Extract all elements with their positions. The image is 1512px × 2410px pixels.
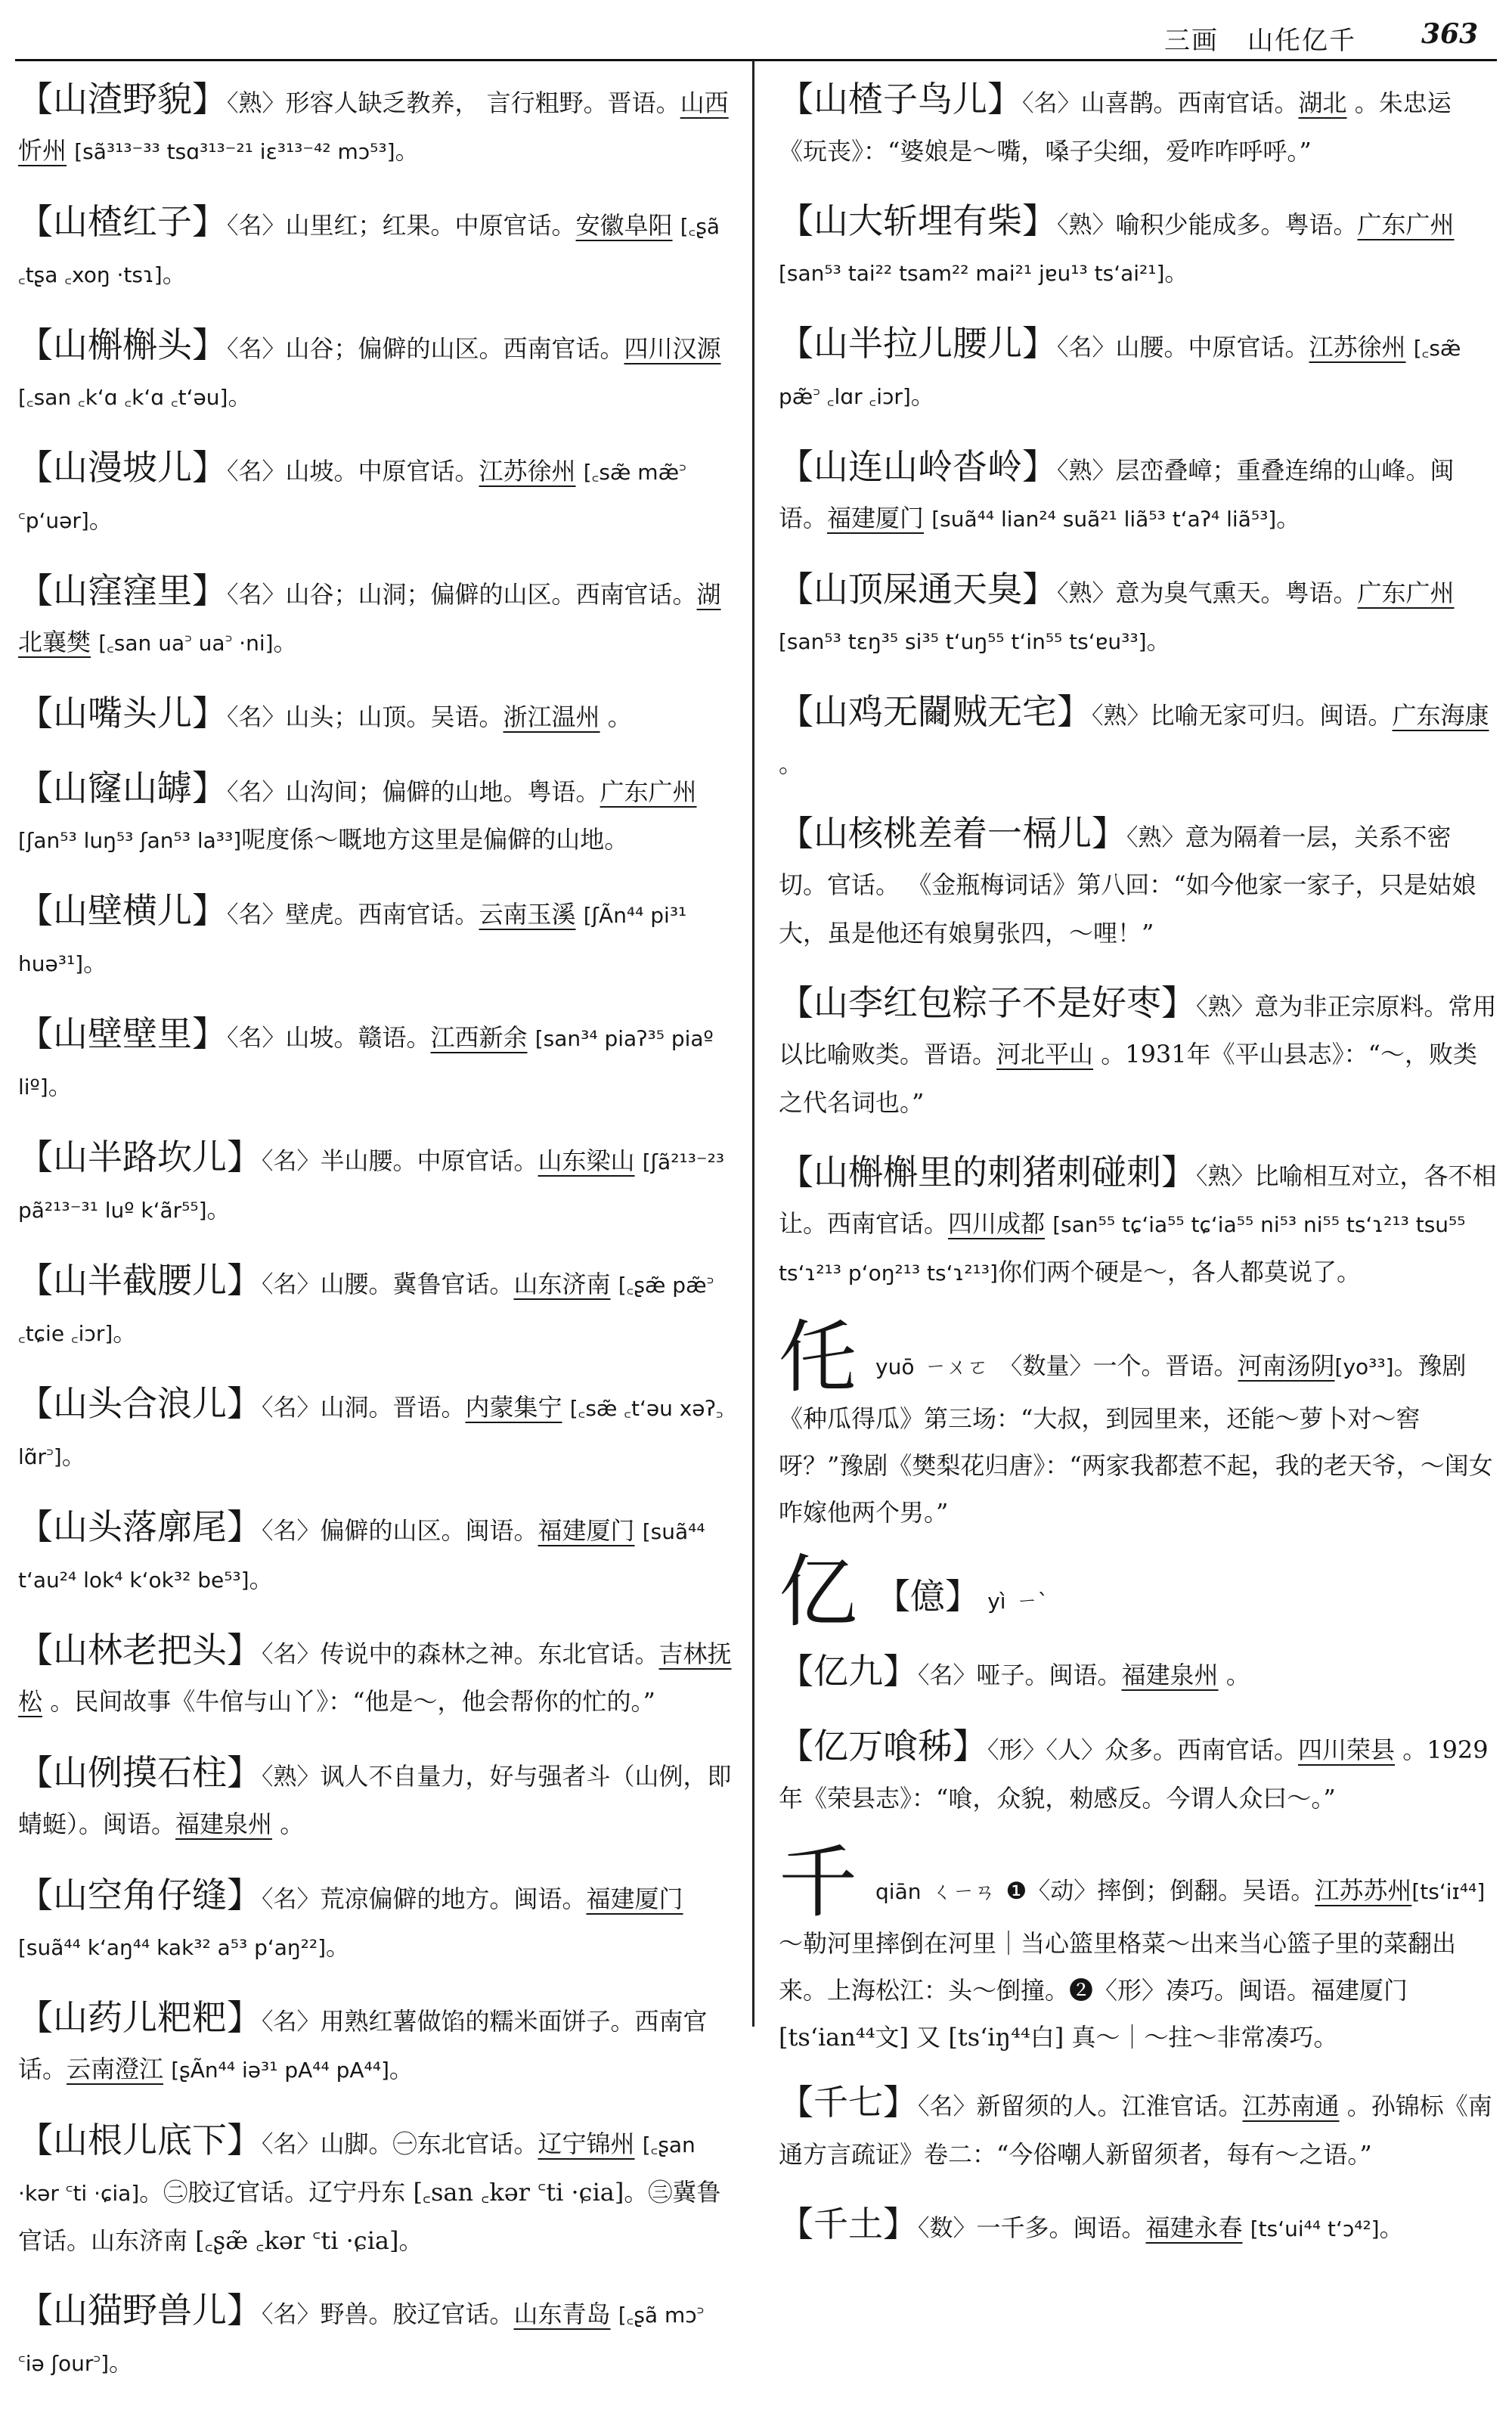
definition: 山喜鹊。西南官话。 bbox=[1080, 88, 1299, 117]
place-name: 福建永春 bbox=[1145, 2213, 1243, 2242]
headword: 【山例摸石柱】 bbox=[18, 1752, 262, 1793]
place-name: 江苏徐州 bbox=[479, 457, 576, 485]
headword: 【山李红包粽子不是好枣】 bbox=[779, 982, 1196, 1023]
ipa-transcription: [san⁵³ tai²² tsam²² mai²¹ jɐu¹³ ts‘ai²¹] bbox=[779, 261, 1165, 286]
ipa-transcription: [꜀san ua꜄ ua꜄ ·ni] bbox=[98, 631, 274, 656]
ipa-transcription: [ts‘ui⁴⁴ t‘ɔ⁴²] bbox=[1250, 2216, 1380, 2241]
definition: 山头；山顶。吴语。 bbox=[285, 703, 503, 731]
category-tag: 〈熟〉 bbox=[1057, 580, 1116, 607]
dictionary-entry bbox=[779, 76, 1497, 175]
definition: 山脚。㊀东北官话。 bbox=[320, 2129, 538, 2158]
left-column bbox=[18, 76, 733, 2410]
headword: 【山顶屎通天臭】 bbox=[779, 569, 1057, 609]
header-rule bbox=[15, 59, 1497, 61]
ipa-transcription: [suã⁴⁴ lian²⁴ suã²¹ liã⁵³ t‘aʔ⁴ liã⁵³] bbox=[931, 507, 1277, 532]
place-name: 福建厦门 bbox=[827, 504, 925, 532]
big-character: 亿 bbox=[779, 1546, 858, 1638]
headword: 【山半拉儿腰儿】 bbox=[779, 323, 1057, 364]
definition: 山谷；偏僻的山区。西南官话。 bbox=[285, 334, 624, 363]
entry-tail: 。 bbox=[88, 505, 113, 534]
headword: 【山壁横儿】 bbox=[18, 890, 227, 931]
headword: 【山核桃差着一槅儿】 bbox=[779, 813, 1126, 854]
zhuyin: ㄧㄨㄛ bbox=[925, 1354, 989, 1379]
category-tag: 〈熟〉 bbox=[1196, 994, 1255, 1021]
dictionary-entry bbox=[779, 320, 1497, 420]
place-name: 福建泉州 bbox=[1121, 1661, 1219, 1689]
category-tag: 〈名〉 bbox=[262, 1518, 321, 1545]
category-tag: 〈名〉 bbox=[1022, 90, 1081, 117]
ipa-transcription: [ʃÃn⁴⁴ pi³¹ huə³¹] bbox=[18, 903, 687, 976]
dictionary-entry bbox=[18, 1994, 733, 2094]
entry-tail: 。民间故事《牛倌与山丫》：“他是～，他会帮你的忙的。” bbox=[50, 1687, 655, 1716]
entry-tail: 。 bbox=[162, 259, 187, 288]
category-tag: 〈熟〉 bbox=[1057, 212, 1116, 239]
right-column bbox=[779, 76, 1497, 2275]
definition: 山洞。晋语。 bbox=[320, 1393, 466, 1422]
definition: 一个。晋语。 bbox=[1092, 1351, 1238, 1380]
dictionary-entry bbox=[779, 1149, 1497, 1297]
right-entries bbox=[779, 76, 1497, 1297]
place-name: 福建泉州 bbox=[175, 1810, 273, 1838]
entry-tail: 。 bbox=[389, 2055, 414, 2083]
dictionary-entry bbox=[18, 887, 733, 988]
definition: 山腰。中原官话。 bbox=[1115, 333, 1309, 361]
ipa-transcription: [ʃan⁵³ luŋ⁵³ ʃan⁵³ la³³] bbox=[18, 828, 242, 853]
place-name: 山东济南 bbox=[513, 1270, 611, 1298]
entry-tail: 。 bbox=[1225, 1661, 1250, 1689]
section-label: 三画 bbox=[1164, 26, 1219, 56]
category-tag: 〈名〉 bbox=[227, 704, 286, 731]
definition: 传说中的森林之神。东北官话。 bbox=[320, 1639, 659, 1668]
entry-tail: 。1929年《荣县志》：“喰，众貌，勑感反。今谓人众曰～。” bbox=[779, 1735, 1489, 1813]
category-tag: 〈数量〉 bbox=[999, 1353, 1093, 1380]
headword: 【山大斩埋有柴】 bbox=[779, 200, 1057, 241]
dictionary-entry bbox=[779, 688, 1497, 787]
category-tag: 〈名〉 bbox=[262, 2131, 321, 2158]
traditional-form: 【億】 bbox=[875, 1576, 981, 1617]
entry-tail: 。孙锦标《南通方言疏证》卷二：“今俗嘲人新留须者，每有～之语。” bbox=[779, 2092, 1492, 2169]
category-tag: ❶〈动〉 bbox=[1005, 1878, 1098, 1905]
column-divider bbox=[752, 60, 754, 2027]
definition: 壁虎。西南官话。 bbox=[285, 900, 479, 929]
entry-tail: 。 bbox=[206, 1195, 231, 1224]
entry-tail: 。 bbox=[779, 749, 804, 778]
place-name: 河北平山 bbox=[996, 1040, 1094, 1069]
example-text: 。豫剧《种瓜得瓜》第三场：“大叔，到园里来，还能～萝卜对～窖呀？”豫剧《樊梨花归唐》：“两家我都惹不起，我的老天爷，～闺女咋嫁他两个男。” bbox=[779, 1351, 1493, 1527]
category-tag: 〈名〉 bbox=[227, 336, 286, 363]
headword: 【山渣野貌】 bbox=[18, 79, 227, 119]
dictionary-entry bbox=[779, 2079, 1497, 2178]
definition: 意为非正宗原料。常用以比喻败类。晋语。 bbox=[779, 992, 1497, 1069]
headword: 【山漫坡儿】 bbox=[18, 447, 227, 488]
headword: 【山窿山罅】 bbox=[18, 768, 227, 808]
char-entry-yue bbox=[779, 1311, 1497, 1536]
entry-tail: 。 bbox=[249, 1565, 274, 1593]
definition: 野兽。胶辽官话。 bbox=[320, 2300, 514, 2328]
headword: 【山嘴头儿】 bbox=[18, 693, 227, 734]
dictionary-entry bbox=[18, 444, 733, 544]
definition: 众多。西南官话。 bbox=[1105, 1735, 1299, 1764]
entry-tail: 。 bbox=[1146, 626, 1171, 655]
category-tag: 〈名〉 bbox=[262, 1394, 321, 1422]
dictionary-entry bbox=[779, 197, 1497, 297]
place-name: 安徽阜阳 bbox=[575, 211, 673, 240]
big-character: 千 bbox=[779, 1836, 858, 1928]
definition: 山沟间；偏僻的山地。粤语。 bbox=[285, 777, 600, 806]
entry-tail: 。 bbox=[228, 382, 253, 411]
ipa-transcription: [yo³³] bbox=[1334, 1354, 1394, 1379]
entry-tail: 你们两个硬是～，各人都莫说了。 bbox=[997, 1258, 1361, 1286]
dictionary-entry bbox=[18, 198, 733, 299]
category-tag: 〈形〉〈人〉 bbox=[987, 1737, 1105, 1764]
dictionary-entry bbox=[779, 2201, 1497, 2253]
dictionary-entry bbox=[18, 2287, 733, 2387]
ipa-transcription: [san⁵⁵ tɕ‘ia⁵⁵ tɕ‘ia⁵⁵ ni⁵³ ni⁵⁵ ts‘ɿ²¹³ tsu⁵⁵ ts‘ɿ²¹³ p‘oŋ²¹³ ts‘ɿ²¹³] bbox=[779, 1212, 1466, 1286]
ipa-transcription: [꜀san ꜀k‘ɑ ꜀k‘ɑ ꜀t‘əu] bbox=[18, 385, 228, 410]
category-tag: 〈名〉 bbox=[1057, 334, 1116, 361]
ipa-transcription: [꜀sæ̃ mæ̃꜄ ꜂p‘uər] bbox=[18, 460, 686, 533]
entry-tail: 。1931年《平山县志》：“～，败类之代名词也。” bbox=[779, 1040, 1478, 1117]
zhuyin: ㄑㄧㄢ bbox=[931, 1879, 996, 1904]
place-name: 山西忻州 bbox=[18, 88, 729, 165]
dictionary-entry bbox=[18, 1872, 733, 1971]
category-tag: 〈名〉 bbox=[262, 1886, 321, 1913]
definition: 意为臭气熏天。粤语。 bbox=[1115, 578, 1358, 607]
entry-tail: 呢度係～嘅地方这里是偏僻的山地。 bbox=[241, 825, 629, 854]
category-tag: 〈熟〉 bbox=[1057, 457, 1116, 485]
place-name: 江苏南通 bbox=[1242, 2092, 1340, 2120]
category-tag: 〈熟〉 bbox=[1196, 1163, 1255, 1190]
headword: 【山连山岭沓岭】 bbox=[779, 446, 1057, 487]
dictionary-entry bbox=[18, 1134, 733, 1234]
category-tag: 〈名〉 bbox=[918, 1662, 977, 1689]
dictionary-entry bbox=[779, 1648, 1497, 1700]
headword: 【山半路坎儿】 bbox=[18, 1137, 262, 1177]
definition: 喻积少能成多。粤语。 bbox=[1115, 210, 1358, 239]
place-name: 广东广州 bbox=[600, 777, 697, 806]
dictionary-entry bbox=[18, 1503, 733, 1604]
entry-tail: 。 bbox=[326, 1932, 351, 1961]
entry-tail: 。 bbox=[910, 381, 935, 410]
page-number: 363 bbox=[1421, 18, 1479, 50]
place-name: 广东广州 bbox=[1357, 578, 1455, 607]
headword: 【山窪窪里】 bbox=[18, 570, 227, 611]
definition: 讽人不自量力，好与强者斗（山例，即蜻蜓）。闽语。 bbox=[18, 1762, 732, 1838]
big-character: 仛 bbox=[779, 1311, 858, 1404]
place-name: 山东梁山 bbox=[538, 1146, 635, 1175]
entry-tail: 。 bbox=[61, 1441, 86, 1470]
headword: 【山空角仔缝】 bbox=[18, 1875, 262, 1915]
dictionary-entry bbox=[18, 1380, 733, 1481]
definition: 山坡。中原官话。 bbox=[285, 457, 479, 485]
definition: 用熟红薯做馅的糯米面饼子。西南官话。 bbox=[18, 2007, 708, 2083]
headword: 【山壁壁里】 bbox=[18, 1013, 227, 1054]
headword: 【千七】 bbox=[779, 2082, 918, 2123]
category-tag: 〈熟〉 bbox=[227, 90, 286, 117]
definition: 偏僻的山区。闽语。 bbox=[320, 1516, 538, 1545]
headword: 【山槲槲头】 bbox=[18, 324, 227, 365]
entry-tail: 。 bbox=[273, 628, 298, 656]
place-name: 河南汤阴 bbox=[1238, 1351, 1335, 1380]
zhuyin: ㄧˋ bbox=[1016, 1589, 1049, 1614]
definition: 山谷；山洞；偏僻的山区。西南官话。 bbox=[285, 580, 697, 609]
place-name: 内蒙集宁 bbox=[465, 1393, 562, 1422]
headword: 【山药儿粑粑】 bbox=[18, 1997, 262, 2038]
category-tag: 〈名〉 bbox=[262, 1641, 321, 1668]
entry-tail: 。 bbox=[113, 1318, 138, 1347]
example-text: ～勒河里摔倒在河里｜当心篮里格菜～出来当心篮子里的菜翻出来。上海松江：头～倒撞。❷〈形〉凑巧。闽语。福建厦门 [ts‘ian⁴⁴文] 又 [ts‘iŋ⁴⁴白] 真～｜～拄～非常凑巧。 bbox=[779, 1929, 1457, 2052]
category-tag: 〈名〉 bbox=[262, 2301, 321, 2328]
entry-tail: 。 bbox=[607, 703, 632, 731]
entry-tail: 。 bbox=[109, 2348, 134, 2377]
ipa-transcription: [san⁵³ tɛŋ³⁵ si³⁵ t‘uŋ⁵⁵ t‘in⁵⁵ ts‘ɐu³³] bbox=[779, 629, 1147, 654]
category-tag: 〈名〉 bbox=[262, 2008, 321, 2036]
ipa-transcription: [sã³¹³⁻³³ tsɑ³¹³⁻²¹ iɛ³¹³⁻⁴² mɔ⁵³] bbox=[74, 139, 395, 164]
place-name: 辽宁锦州 bbox=[538, 2129, 635, 2158]
definition: 新留须的人。江淮官话。 bbox=[976, 2092, 1243, 2120]
ipa-transcription: [ʃã²¹³⁻²³ pã²¹³⁻³¹ luº k‘ãr⁵⁵] bbox=[18, 1149, 725, 1223]
category-tag: 〈名〉 bbox=[262, 1148, 321, 1175]
entry-tail: 。㊁胶辽官话。辽宁丹东 [꜀san ꜀kər ꜂ti ·ɕia]。㊂冀鲁官话。山东济南 [꜀ʂæ̃ ꜀kər ꜂ti ·ɕia]。 bbox=[18, 2178, 721, 2255]
dictionary-entry bbox=[18, 2117, 733, 2264]
definition: 形容人缺乏教养， 言行粗野。晋语。 bbox=[285, 88, 680, 117]
headword: 【山林老把头】 bbox=[18, 1630, 262, 1670]
pinyin: yuō bbox=[875, 1354, 915, 1379]
dictionary-entry bbox=[18, 1257, 733, 1357]
headword: 【山头落廓尾】 bbox=[18, 1506, 262, 1547]
definition: 层峦叠嶂；重叠连绵的山峰。闽语。 bbox=[779, 456, 1455, 532]
dictionary-entry bbox=[18, 1010, 733, 1111]
yi-entries bbox=[779, 1648, 1497, 1822]
ipa-transcription: [suã⁴⁴ t‘au²⁴ lok⁴ k‘ok³² be⁵³] bbox=[18, 1519, 705, 1593]
headword: 【山楂子鸟儿】 bbox=[779, 79, 1022, 119]
headword: 【千土】 bbox=[779, 2204, 918, 2244]
dictionary-entry bbox=[18, 1749, 733, 1849]
ipa-transcription: [꜀ʂã mɔ꜄ ꜂iə ʃour꜄] bbox=[18, 2303, 705, 2376]
entry-tail: 。 bbox=[83, 948, 108, 977]
headword: 【山楂红子】 bbox=[18, 201, 227, 242]
entry-tail: 。 bbox=[1379, 2213, 1404, 2242]
definition: 山坡。赣语。 bbox=[285, 1023, 431, 1052]
headword: 【山根儿底下】 bbox=[18, 2120, 262, 2160]
dictionary-entry bbox=[18, 690, 733, 742]
pinyin: yì bbox=[987, 1589, 1006, 1614]
ipa-transcription: [꜀sæ̃ ꜀t‘əu xəʔ꜆ lɑ̃r꜄] bbox=[18, 1396, 723, 1469]
dictionary-entry bbox=[18, 765, 733, 864]
headword: 【亿九】 bbox=[779, 1651, 918, 1692]
place-name: 四川汉源 bbox=[624, 334, 721, 363]
entry-tail: 。 bbox=[395, 136, 420, 165]
entry-tail: 。 bbox=[1276, 504, 1301, 532]
definition: 山里红；红果。中原官话。 bbox=[285, 211, 576, 240]
headword: 【山鸡无䦵贼无宅】 bbox=[779, 691, 1092, 732]
ipa-transcription: [suã⁴⁴ k‘aŋ⁴⁴ kak³² a⁵³ p‘aŋ²²] bbox=[18, 1935, 327, 1960]
definition: 比喻相互对立，各不相让。西南官话。 bbox=[779, 1162, 1497, 1238]
headword: 【山半截腰儿】 bbox=[18, 1260, 262, 1301]
dictionary-entry bbox=[18, 76, 733, 175]
place-name: 江西新余 bbox=[430, 1023, 528, 1052]
ipa-transcription: [꜀ʂã ꜀tʂa ꜀xoŋ ·tsɿ] bbox=[18, 214, 720, 287]
definition: 摔倒；倒翻。吴语。 bbox=[1097, 1876, 1315, 1905]
place-name: 广东海康 bbox=[1392, 701, 1489, 730]
category-tag: 〈名〉 bbox=[227, 582, 286, 609]
category-tag: 〈名〉 bbox=[918, 2093, 977, 2120]
headword: 【山头合浪儿】 bbox=[18, 1383, 262, 1424]
qian-entries bbox=[779, 2079, 1497, 2253]
place-name: 云南玉溪 bbox=[479, 900, 576, 929]
dictionary-entry bbox=[18, 567, 733, 667]
entry-tail: 《金瓶梅词话》第八回：“如今他家一家子，只是姑娘大，虽是他还有娘舅张四，～哩！” bbox=[779, 870, 1476, 948]
category-tag: 〈熟〉 bbox=[1126, 824, 1185, 851]
ipa-transcription: [san³⁴ piaʔ³⁵ piaº liº] bbox=[18, 1026, 714, 1100]
place-name: 四川荣县 bbox=[1298, 1735, 1396, 1764]
place-name: 湖北襄樊 bbox=[18, 580, 721, 656]
category-tag: 〈名〉 bbox=[227, 779, 286, 806]
place-name: 云南澄江 bbox=[67, 2055, 164, 2083]
headword: 【亿万喰秭】 bbox=[779, 1726, 987, 1766]
dictionary-entry bbox=[18, 1627, 733, 1726]
category-tag: 〈数〉 bbox=[918, 2215, 977, 2242]
ipa-transcription: [ʂÃn⁴⁴ iə³¹ pA⁴⁴ pA⁴⁴] bbox=[171, 2058, 389, 2083]
definition: 哑子。闽语。 bbox=[976, 1661, 1122, 1689]
category-tag: 〈名〉 bbox=[227, 901, 286, 929]
place-name: 江苏徐州 bbox=[1309, 333, 1406, 361]
headword: 【山槲槲里的刺猪刺碰刺】 bbox=[779, 1152, 1196, 1193]
dictionary-entry bbox=[18, 321, 733, 421]
place-name: 广东广州 bbox=[1357, 210, 1455, 239]
place-name: 四川成都 bbox=[948, 1209, 1046, 1238]
header-characters: 山仛亿千 bbox=[1247, 26, 1356, 56]
ipa-transcription: [꜀ʂan ·kər ꜂ti ·ɕia] bbox=[18, 2132, 696, 2206]
place-name: 福建厦门 bbox=[586, 1884, 683, 1913]
category-tag: 〈名〉 bbox=[227, 458, 286, 485]
category-tag: 〈熟〉 bbox=[262, 1763, 321, 1791]
category-tag: 〈名〉 bbox=[262, 1271, 321, 1298]
category-tag: 〈名〉 bbox=[227, 1025, 286, 1052]
page-header bbox=[0, 11, 1512, 56]
ipa-transcription: [ts‘iɪ⁴⁴] bbox=[1411, 1879, 1486, 1904]
headword: 【山猫野兽儿】 bbox=[18, 2290, 262, 2331]
place-name: 山东青岛 bbox=[513, 2300, 611, 2328]
place-name: 吉林抚松 bbox=[18, 1639, 732, 1716]
char-entry-yi bbox=[779, 1546, 1497, 1638]
entry-tail: 。 bbox=[48, 1072, 73, 1100]
definition: 荒凉偏僻的地方。闽语。 bbox=[320, 1884, 587, 1913]
dictionary-entry bbox=[779, 566, 1497, 665]
category-tag: 〈熟〉 bbox=[1092, 703, 1151, 730]
entry-tail: 。朱忠运《玩丧》：“婆娘是～嘴，嗓子尖细，爱咋咋呼呼。” bbox=[779, 88, 1452, 166]
place-name: 浙江温州 bbox=[503, 703, 600, 731]
dictionary-entry bbox=[779, 810, 1497, 957]
char-entry-qian bbox=[779, 1836, 1497, 2061]
definition: 半山腰。中原官话。 bbox=[320, 1146, 538, 1175]
dictionary-entry bbox=[779, 1723, 1497, 1822]
dictionary-entry bbox=[779, 979, 1497, 1126]
ipa-transcription: [꜀sæ̃ pæ̃꜄ ꜀lɑr ꜀iɔr] bbox=[779, 336, 1461, 409]
place-name: 福建厦门 bbox=[538, 1516, 635, 1545]
entry-tail: 。 bbox=[280, 1810, 305, 1838]
category-tag: 〈名〉 bbox=[227, 212, 286, 240]
place-name: 江苏苏州 bbox=[1315, 1876, 1412, 1905]
definition: 意为隔着一层，关系不密切。官话。 bbox=[779, 823, 1452, 899]
pinyin: qiān bbox=[875, 1879, 922, 1904]
place-name: 湖北 bbox=[1298, 88, 1347, 117]
dictionary-entry bbox=[779, 443, 1497, 543]
definition: 一千多。闽语。 bbox=[976, 2213, 1146, 2242]
definition: 比喻无家可归。闽语。 bbox=[1150, 701, 1393, 730]
definition: 山腰。冀鲁官话。 bbox=[320, 1270, 514, 1298]
entry-tail: 。 bbox=[1164, 258, 1189, 287]
ipa-transcription: [꜀ʂæ̃ pæ̃꜄ ꜀tɕie ꜀iɔr] bbox=[18, 1273, 714, 1346]
